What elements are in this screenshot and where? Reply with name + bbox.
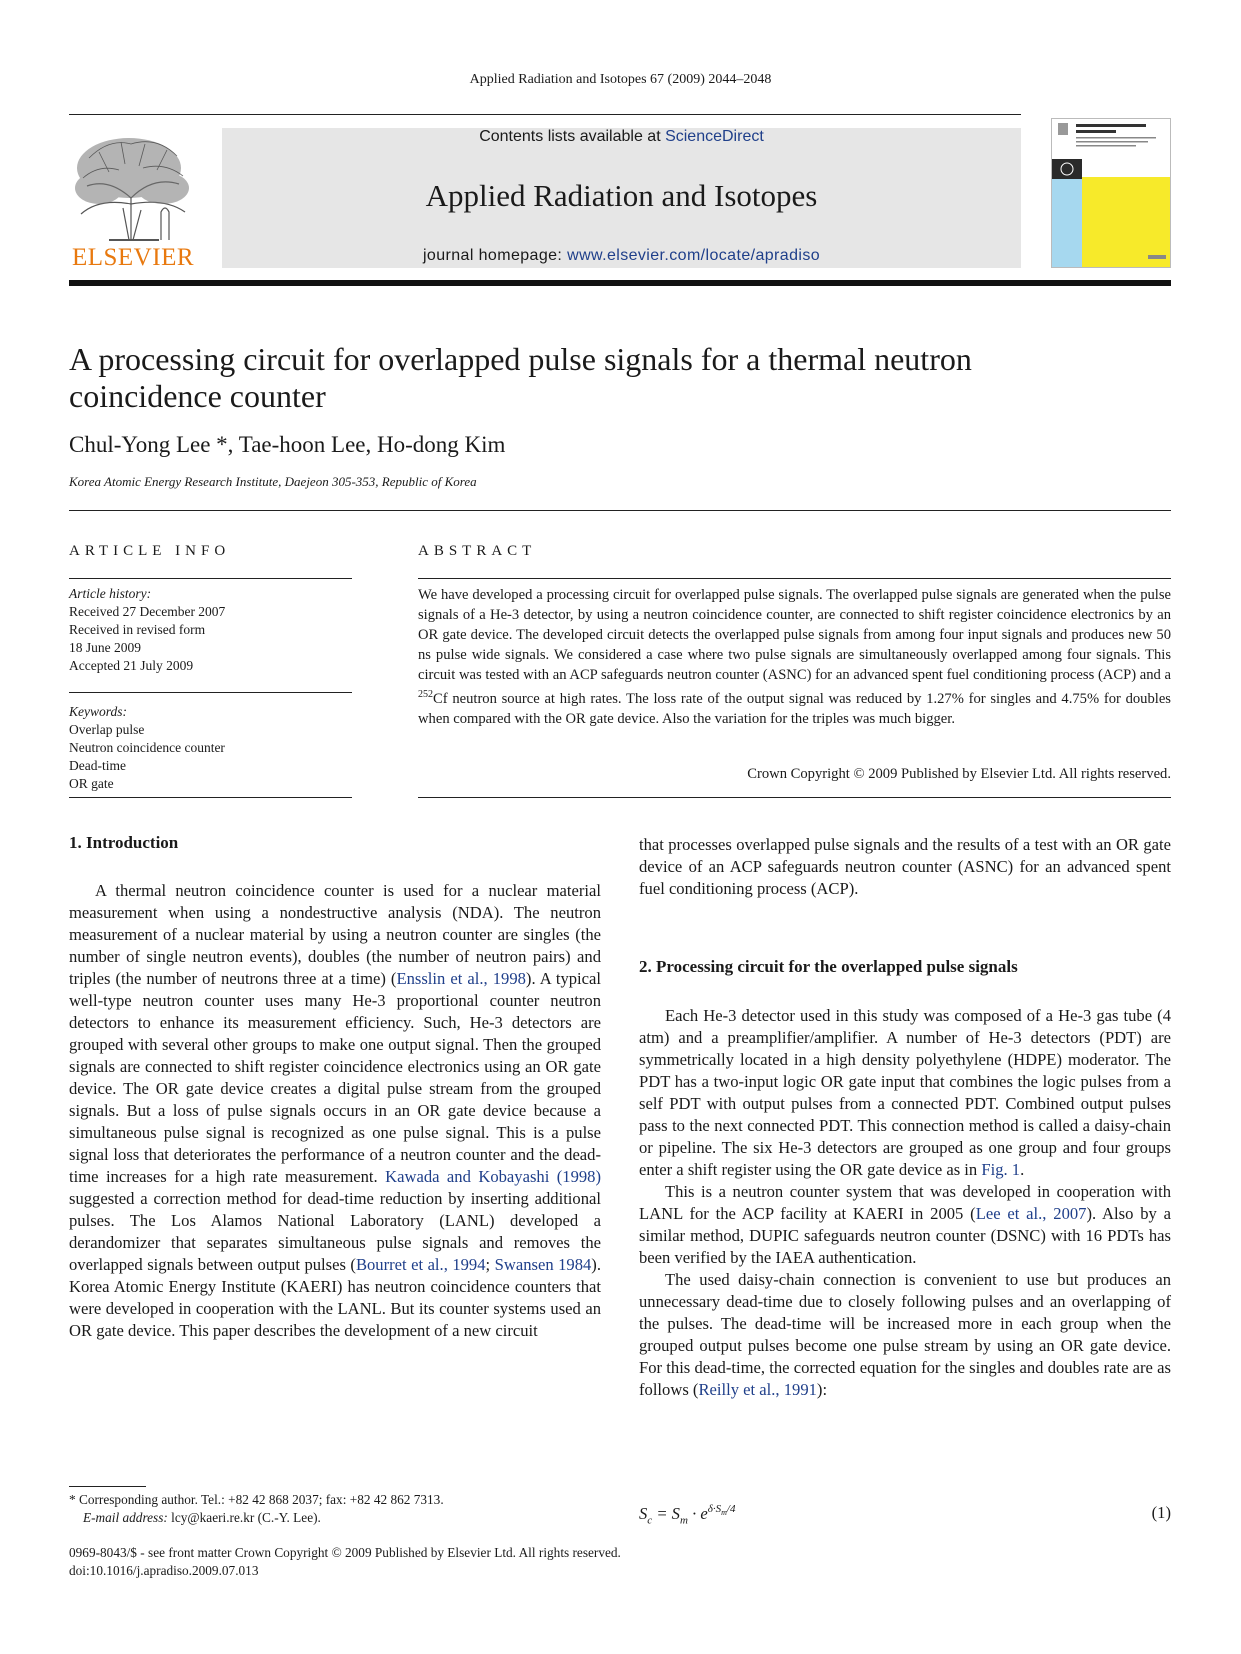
abstract-text-part: We have developed a processing circuit for overlapped pulse signals. The overlapped pulse signals are generated when the pulse signals of a He-3 detector, by using a neutron coincidence counter, are connected to shift register coincidence electronics by an OR gate device. The developed circuit detects the overlapped pulse signals from among four input signals and produces new 50 ns pulse wide signals. We considered a case where two pulse signals are simultaneously overlapped among four signals. This circuit was tested with an ACP safeguards neutron counter (ASNC) for an advanced spent fuel conditioning process (ACP) and a xyxy=(418,587,1171,683)
history-item: 18 June 2009 xyxy=(69,640,141,655)
abstract-rule xyxy=(418,578,1171,579)
homepage-prefix: journal homepage: xyxy=(422,247,568,264)
section2-text: ): xyxy=(816,1380,828,1399)
citation-link[interactable]: Kawada and Kobayashi (1998) xyxy=(385,1167,601,1186)
history-rule xyxy=(69,692,352,693)
journal-cover-thumbnail xyxy=(1051,118,1171,268)
citation-link[interactable]: Ensslin et al., 1998 xyxy=(396,969,526,988)
citation-link[interactable]: Lee et al., 2007 xyxy=(975,1204,1087,1223)
doi-line[interactable]: doi:10.1016/j.apradiso.2009.07.013 xyxy=(69,1563,259,1578)
contents-prefix: Contents lists available at xyxy=(479,128,666,145)
header-rule xyxy=(69,114,1021,115)
keyword-item: Overlap pulse xyxy=(69,722,145,737)
journal-cover-icon xyxy=(1052,119,1171,268)
citation-link[interactable]: Bourret et al., 1994 xyxy=(355,1255,486,1274)
section2-body xyxy=(639,1005,1171,1401)
sciencedirect-link[interactable]: ScienceDirect xyxy=(665,128,764,145)
section2-text: This is a neutron counter system that was developed in cooperation with LANL for the ACP facility at KAERI in 2005 ( xyxy=(639,1182,1171,1223)
section-heading-introduction: 1. Introduction xyxy=(69,833,179,852)
figure-link[interactable]: Fig. 1 xyxy=(981,1160,1021,1179)
section2-paragraph xyxy=(639,1005,1171,1181)
journal-citation: Applied Radiation and Isotopes 67 (2009) 2044–2048 xyxy=(469,72,772,87)
keyword-item: Neutron coincidence counter xyxy=(69,740,225,755)
history-item: Accepted 21 July 2009 xyxy=(69,658,194,673)
abstract-heading: ABSTRACT xyxy=(418,543,537,559)
section-heading-processing-circuit: 2. Processing circuit for the overlapped pulse signals xyxy=(639,957,1018,976)
journal-homepage-link[interactable]: www.elsevier.com/locate/apradiso xyxy=(567,247,821,264)
section2-text: . xyxy=(1020,1160,1025,1179)
keywords xyxy=(69,703,352,793)
affiliation-rule xyxy=(69,510,1171,511)
elsevier-wordmark: ELSEVIER xyxy=(71,244,195,271)
intro-text: ; xyxy=(485,1255,495,1274)
intro-text: ). A typical well-type neutron counter uses many He-3 proportional counter neutron detectors to enhance its measurement efficiency. Such, He-3 detectors are grouped with several other groups to make one output signal. Then the grouped signals are connected to shift register coincidence electronics using an OR gate device. The OR gate device creates a digital pulse stream from the grouped signals. But a loss of pulse signals occurs in an OR gate device because a simultaneous pulse signal is recognized as one pulse signal. This is a pulse signal loss that deteriorates the performance of a neutron counter and the dead-time increases for a high rate measurement. xyxy=(69,969,602,1186)
email-label: E-mail address: xyxy=(83,1510,172,1525)
keywords-rule xyxy=(69,797,352,798)
citation-link[interactable]: Swansen 1984 xyxy=(494,1255,592,1274)
article-info-rule xyxy=(69,578,352,579)
abstract-body xyxy=(418,585,1171,729)
citation-link[interactable]: Reilly et al., 1991 xyxy=(698,1380,817,1399)
section2-paragraph xyxy=(639,1269,1171,1401)
abstract-copyright: Crown Copyright © 2009 Published by Elsevier Ltd. All rights reserved. xyxy=(747,766,1171,782)
author-affiliation: Korea Atomic Energy Research Institute, Daejeon 305-353, Republic of Korea xyxy=(69,474,477,489)
equation-number: (1) xyxy=(1151,1503,1171,1522)
keywords-label: Keywords: xyxy=(69,704,127,719)
journal-masthead xyxy=(222,128,1021,268)
intro-text: A thermal neutron coincidence counter is used for a nuclear material measurement when using a nondestructive analysis (NDA). The neutron measurement of a nuclear material by using a neutron counter are singles (the number of single neutron events), doubles (the number of neutron pairs) and triples (the number of neutrons three at a time) ( xyxy=(69,881,601,988)
intro-text: ). Korea Atomic Energy Institute (KAERI) has neutron coincidence counters that were developed in cooperation with the LANL. But its counter systems used an OR gate device. This paper describes the development of a new circuit xyxy=(69,1255,601,1340)
abstract-bottom-rule xyxy=(418,797,1171,798)
journal-homepage-line xyxy=(222,247,1021,265)
issn-copyright-line: 0969-8043/$ - see front matter Crown Copyright © 2009 Published by Elsevier Ltd. All rights reserved. xyxy=(69,1545,621,1560)
footnote-contact: * Corresponding author. Tel.: +82 42 868 2037; fax: +82 42 862 7313. xyxy=(69,1492,444,1507)
intro-text: suggested a correction method for dead-time reduction by inserting additional pulses. The Los Alamos National Laboratory (LANL) developed a derandomizer that separates simultaneous pulse signals and removes the overlapped signals between output pulses ( xyxy=(69,1189,601,1274)
author-list: Chul-Yong Lee *, Tae-hoon Lee, Ho-dong Kim xyxy=(69,432,506,457)
equation-1 xyxy=(639,1503,1171,1527)
email-address[interactable]: lcy@kaeri.re.kr (C.-Y. Lee). xyxy=(171,1510,321,1525)
section2-text: The used daisy-chain connection is convenient to use but produces an unnecessary dead-time due to closely following pulses and an overlapping of the pulses. The dead-time will be increased more in each group when the grouped output pulses become one pulse stream by using an OR gate device. For this dead-time, the corrected equation for the singles and doubles rate are as follows ( xyxy=(639,1270,1171,1399)
section2-paragraph xyxy=(639,1181,1171,1269)
keyword-item: OR gate xyxy=(69,776,114,791)
article-info-heading: ARTICLE INFO xyxy=(69,543,231,559)
masthead-thick-rule xyxy=(69,280,1171,286)
article-history xyxy=(69,585,352,675)
history-item: Received 27 December 2007 xyxy=(69,604,226,619)
article-title: A processing circuit for overlapped pulse signals for a thermal neutron coincidence counter xyxy=(69,341,972,414)
abstract-text-part: Cf neutron source at high rates. The loss rate of the output signal was reduced by 1.27% for singles and 4.75% for doubles when compared with the OR gate device. Also the variation for the triples was much bigger. xyxy=(418,690,1171,727)
equation-formula: $S_c = S_m \cdot e^{\delta\cdot S_m/4}$ xyxy=(639,1503,736,1526)
contents-available-line xyxy=(222,128,1021,146)
history-item: Received in revised form xyxy=(69,622,206,637)
history-label: Article history: xyxy=(69,586,152,601)
front-matter-info xyxy=(69,1544,829,1580)
corresponding-author-footnote xyxy=(69,1491,629,1527)
footnote-rule xyxy=(69,1486,146,1487)
journal-name: Applied Radiation and Isotopes xyxy=(425,178,818,213)
keyword-item: Dead-time xyxy=(69,758,126,773)
introduction-paragraph xyxy=(69,880,601,1342)
section2-text: ). Also by a similar method, DUPIC safeguards neutron counter (DSNC) with 16 PDTs has been verified by the IAEA authentication. xyxy=(639,1204,1172,1267)
introduction-continuation: that processes overlapped pulse signals and the results of a test with an OR gate device of an ACP safeguards neutron counter (ASNC) for an advanced spent fuel conditioning process (ACP). xyxy=(639,835,1171,898)
section2-text: Each He-3 detector used in this study was composed of a He-3 gas tube (4 atm) and a preamplifier/amplifier. A number of He-3 detectors (PDT) are symmetrically located in a high density polyethylene (HDPE) moderator. The PDT has a two-input logic OR gate input that combines the logic pulses from a self PDT with output pulses from a connected PDT. Combined output pulses pass to the next connected PDT. This connection method is called a daisy-chain or pipeline. The six He-3 detectors are grouped as one group and four groups enter a shift register using the OR gate device as in xyxy=(639,1006,1171,1179)
footnote-email-line xyxy=(69,1509,629,1527)
isotope-superscript: 252 xyxy=(418,689,433,700)
